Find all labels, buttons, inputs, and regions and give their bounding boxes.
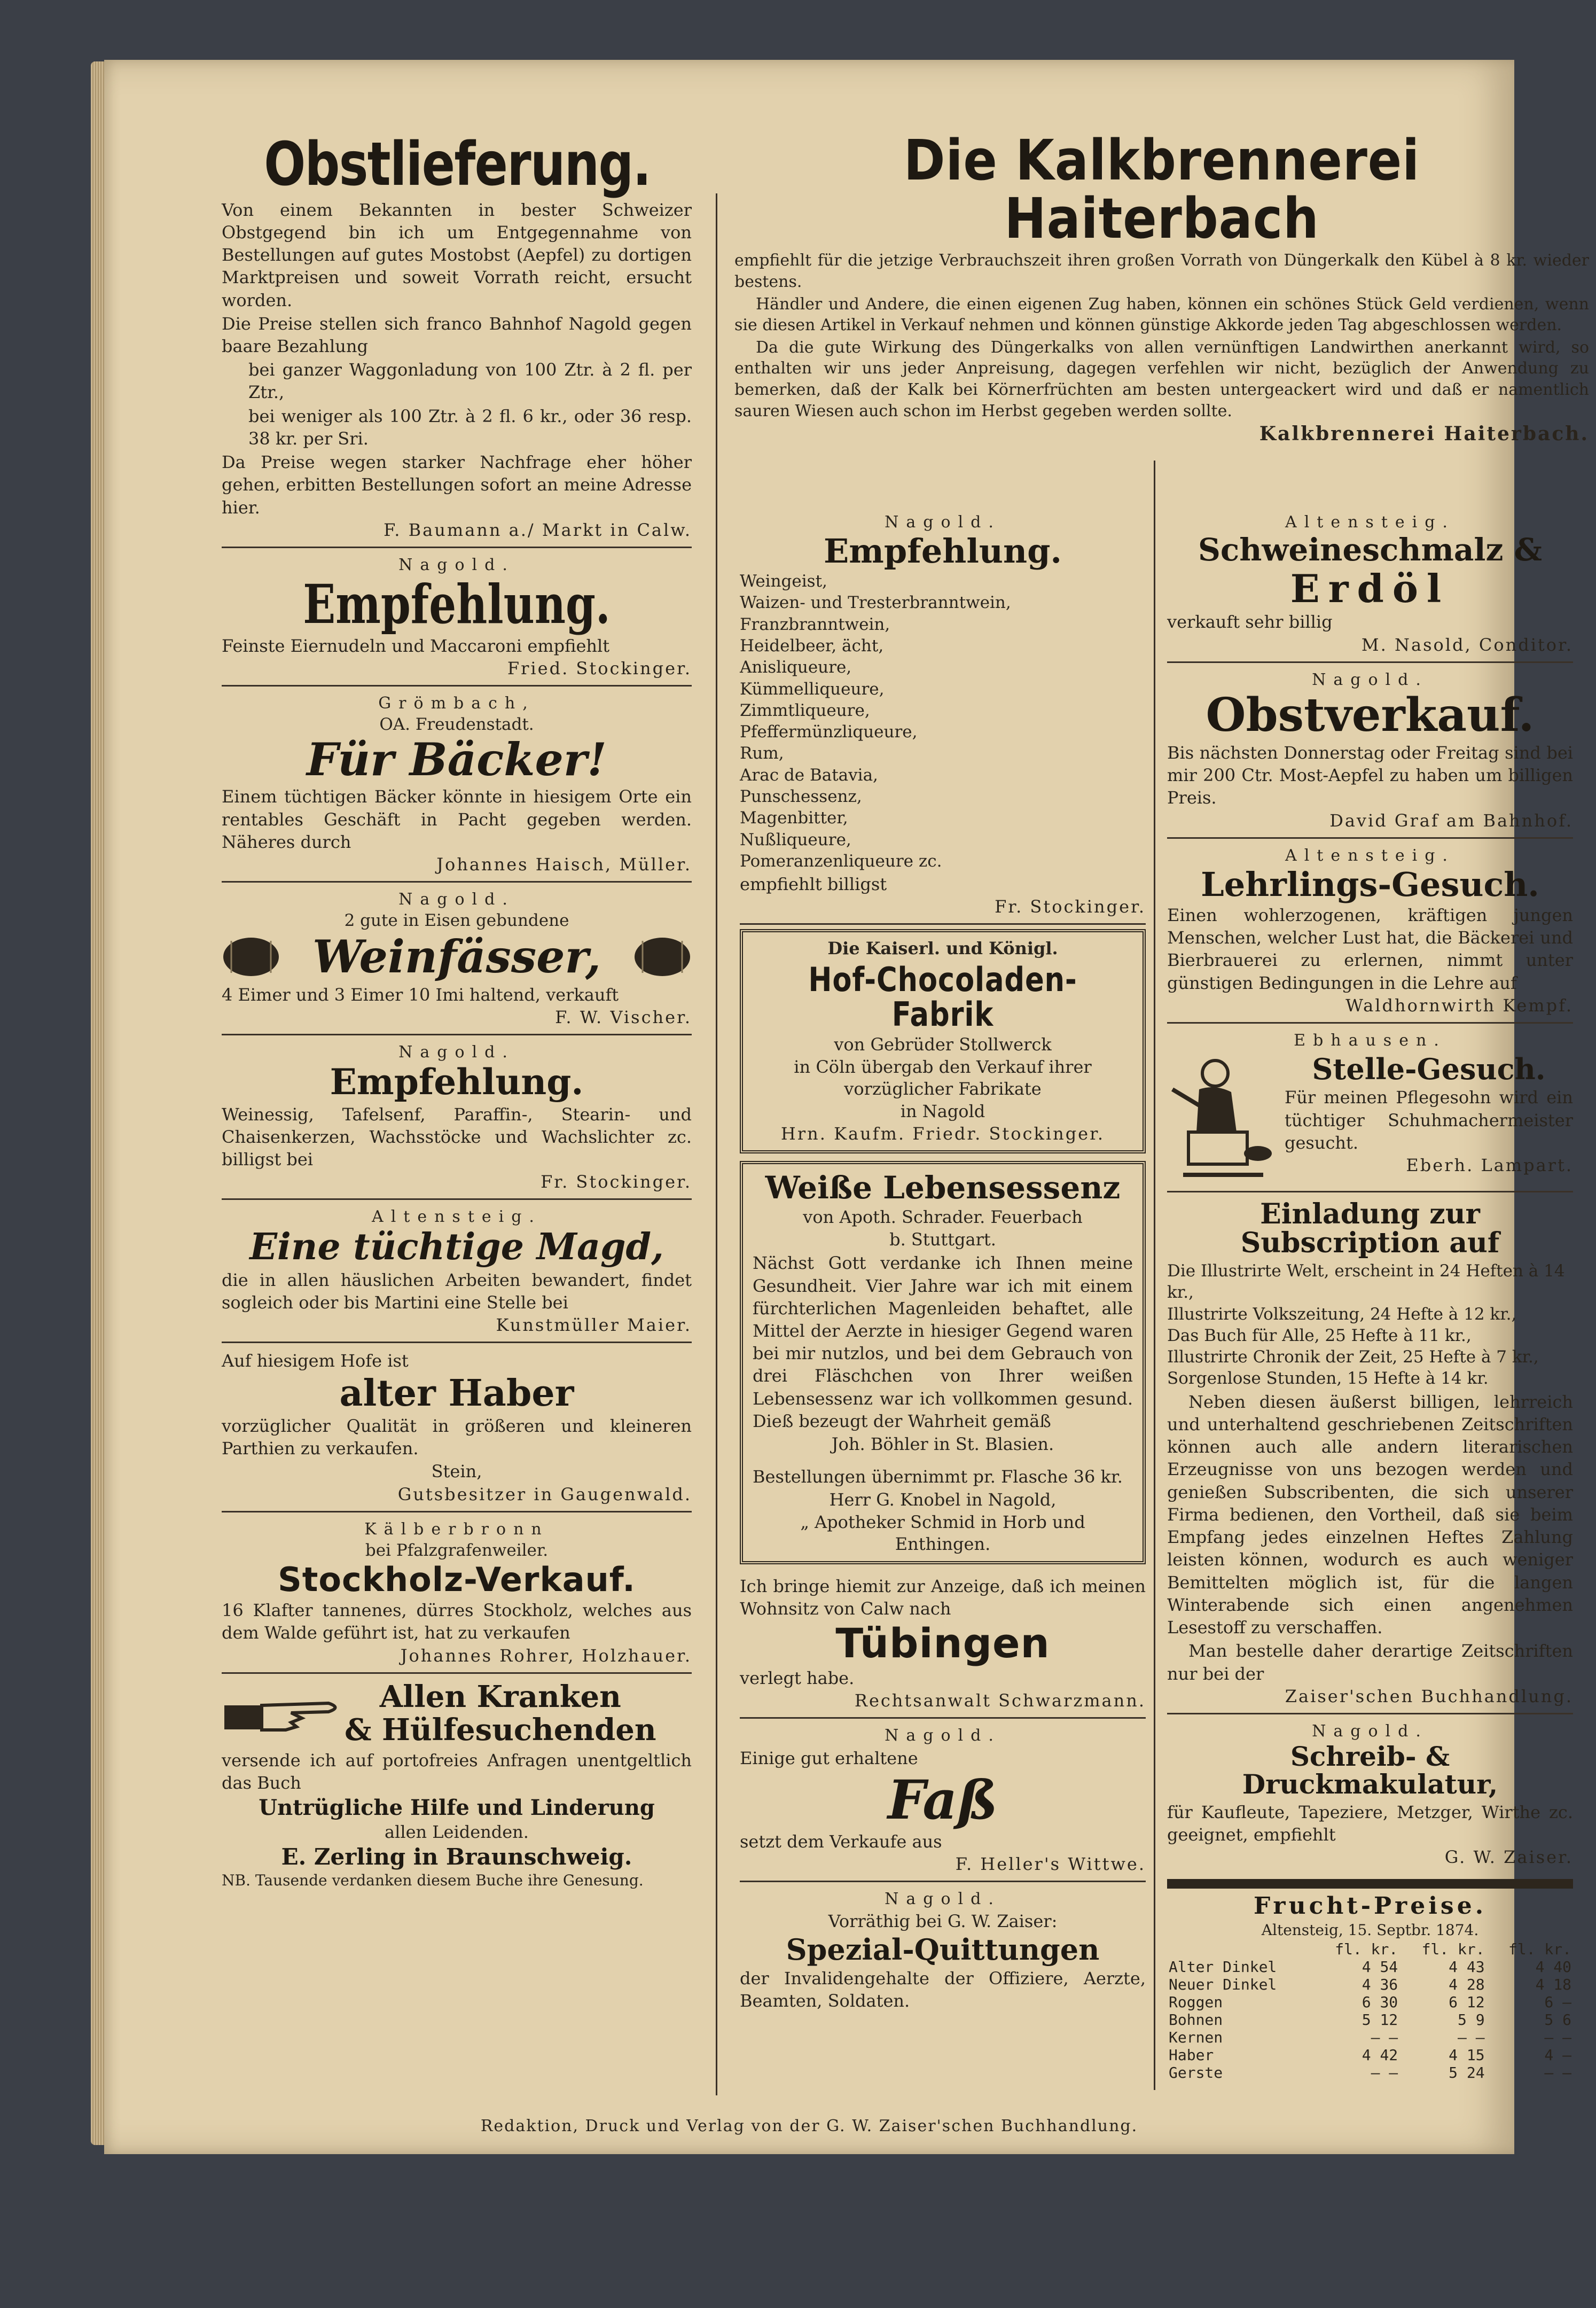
ad-body: bei weniger als 100 Ztr. à 2 fl. 6 kr., oder 36 resp. 38 kr. per Sri.: [248, 406, 692, 449]
table-cell: 6 12: [1449, 1993, 1485, 2011]
ad-body: Nächst Gott verdanke ich Ihnen meine Gesundheit. Vier Jahre war ich mit einem fürchterlichen Magenleiden behaftet, alle Mittel der Aerzte in hiesiger Gegend waren bei mir nutzlos, und bei dem Gebrauch von drei Fläschchen von Ihrer weißen Lebensessenz war ich vollkommen gesund. Dieß bezeugt der Wahrheit gemäß: [753, 1253, 1133, 1431]
table-cell: 4 28: [1449, 1975, 1485, 1993]
list-item: Kümmelliqueure,: [740, 679, 885, 699]
ad-location: Nagold.: [398, 890, 515, 909]
ad-body: der Invalidengehalte der Offiziere, Aerzte, Beamten, Soldaten.: [740, 1968, 1146, 2011]
ad-fuer-baecker: [222, 690, 692, 883]
ad-signature: Hrn. Kaufm. Friedr. Stockinger.: [780, 1123, 1105, 1144]
ad-body: verkauft sehr billig: [1167, 612, 1333, 633]
ad-subtitle: Vorräthig bei G. W. Zaiser:: [828, 1911, 1058, 1931]
ad-makulatur: [1167, 1718, 1573, 1874]
table-cell: 5 24: [1449, 2063, 1485, 2081]
table-cell: Roggen: [1169, 1993, 1223, 2011]
book-title: Untrügliche Hilfe und Linderung: [259, 1795, 655, 1820]
column-rule-1: [716, 193, 717, 2095]
ad-location: Nagold.: [885, 513, 1001, 532]
list-item: Arac de Batavia,: [740, 765, 878, 785]
table-cell: 6 —: [1544, 1993, 1571, 2011]
ad-title: Schweineschmalz &: [1198, 532, 1542, 568]
ad-body: vorzüglicher Qualität in größeren und kleineren Parthien zu verkaufen.: [222, 1415, 692, 1459]
ad-body: allen Leidenden.: [385, 1821, 529, 1842]
list-item: Waizen- und Tresterbranntwein,: [740, 593, 1011, 613]
ad-location: Nagold.: [398, 1043, 515, 1062]
ad-title: Faß: [887, 1768, 998, 1831]
ad-haber: [222, 1346, 692, 1512]
list-item: Pomeranzenliqueure zc.: [740, 851, 942, 871]
ad-title: Allen Kranken: [379, 1679, 621, 1714]
ad-body: in Nagold: [900, 1101, 985, 1122]
ad-body: setzt dem Verkaufe aus: [740, 1831, 942, 1852]
ad-title: Tübingen: [835, 1619, 1050, 1667]
ad-subtitle: OA. Freudenstadt.: [379, 715, 534, 735]
table-cell: 5 6: [1544, 2010, 1571, 2029]
ad-body: Von einem Bekannten in bester Schweizer Obstgegend bin ich um Entgegennahme von Bestellungen auf gutes Mostobst (Aepfel) zu dortigen Marktpreisen und soweit Vorrath reicht, ersucht worden.: [222, 199, 692, 310]
product-list: [740, 571, 1146, 872]
ad-signature: Fried. Stockinger.: [507, 658, 692, 679]
ad-spezial-quittungen: [740, 1885, 1146, 2019]
column-right: [1167, 509, 1573, 2111]
ad-signature: F. W. Vischer.: [555, 1007, 692, 1028]
list-item: Das Buch für Alle, 25 Hefte à 11 kr.,: [1167, 1325, 1472, 1345]
ad-signature: G. W. Zaiser.: [1444, 1847, 1573, 1868]
ad-body: Bis nächsten Donnerstag oder Freitag sind bei mir 200 Ctr. Most-Aepfel zu haben um billigen Preis.: [1167, 743, 1573, 808]
ad-body: Feinste Eiernudeln und Maccaroni empfiehlt: [222, 635, 610, 656]
ad-title: Weiße Lebensessenz: [765, 1169, 1121, 1206]
ad-body: in Cöln übergab den Verkauf ihrer vorzüglicher Fabrikate: [794, 1056, 1092, 1100]
table-row: [1167, 2064, 1573, 2081]
column-left: [222, 129, 692, 2111]
ad-body: Für meinen Pflegesohn wird ein tüchtiger Schuhmachermeister gesucht.: [1285, 1087, 1573, 1153]
ad-signature: F. Heller's Wittwe.: [955, 1853, 1146, 1874]
table-cell: 4 43: [1449, 1958, 1485, 1976]
ad-body: versende ich auf portofreies Anfragen unentgeltlich das Buch: [222, 1750, 692, 1794]
table-cell: Gerste: [1169, 2063, 1223, 2081]
list-item: Sorgenlose Stunden, 15 Hefte à 14 kr.: [1167, 1369, 1489, 1389]
pointing-hand-icon: [222, 1684, 345, 1743]
ad-body: empfiehlt billigst: [740, 874, 887, 895]
table-cell: 6 30: [1362, 1993, 1398, 2011]
ad-empfehlung-liqueure: [740, 509, 1146, 925]
column-middle: [740, 509, 1146, 2111]
ad-signature: Johannes Rohrer, Holzhauer.: [400, 1645, 692, 1666]
table-cell: 5 9: [1458, 2010, 1485, 2029]
ad-signature: David Graf am Bahnhof.: [1329, 810, 1573, 831]
ad-title: Lehrlings-Gesuch.: [1201, 864, 1539, 904]
ad-empfehlung-kerzen: [222, 1039, 692, 1200]
ad-kalkbrennerei: [734, 129, 1589, 493]
ad-subtitle: Die Kaiserl. und Königl.: [827, 938, 1058, 959]
table-header-cell: fl. kr.: [1421, 1940, 1485, 1958]
ad-body: Man bestelle daher derartige Zeitschriften nur bei der: [1167, 1641, 1573, 1684]
ad-title: & Hülfesuchenden: [345, 1712, 656, 1748]
ad-location: Ebhausen.: [1294, 1031, 1446, 1050]
list-item: Anisliqueure,: [740, 658, 852, 677]
table-header-cell: fl. kr.: [1335, 1940, 1398, 1958]
ad-allen-kranken: [222, 1677, 692, 1898]
ad-obstverkauf: [1167, 666, 1573, 839]
ad-signature: F. Baumann a./ Markt in Calw.: [384, 519, 692, 540]
ad-title: Obstlieferung.: [264, 130, 651, 199]
ad-signature: Johannes Haisch, Müller.: [436, 854, 692, 875]
ad-subtitle: von Apoth. Schrader. Feuerbach: [803, 1207, 1083, 1228]
ad-lehrlings-gesuch: [1167, 842, 1573, 1024]
table-row: [1167, 2029, 1573, 2046]
ad-body: Herr G. Knobel in Nagold,: [829, 1490, 1057, 1510]
ad-title: Hof-Chocoladen-Fabrik: [808, 960, 1077, 1034]
ad-body: 4 Eimer und 3 Eimer 10 Imi haltend, verkauft: [222, 985, 619, 1005]
ad-body: empfiehlt für die jetzige Verbrauchszeit ihren großen Vorrath von Düngerkalk den Kübel à 8 kr. wieder bestens.: [734, 251, 1589, 291]
table-cell: Bohnen: [1169, 2010, 1223, 2029]
ad-location: Kälberbronn: [364, 1519, 549, 1539]
ad-empfehlung-nudeln: [222, 551, 692, 687]
ad-location: Nagold.: [1312, 1721, 1428, 1741]
newspaper-page: [104, 60, 1589, 2154]
ad-body: verlegt habe.: [740, 1668, 855, 1689]
ad-location: Altensteig.: [1285, 846, 1455, 865]
table-cell: Alter Dinkel: [1169, 1958, 1277, 1976]
ad-signature: Joh. Böhler in St. Blasien.: [831, 1434, 1054, 1455]
imprint-footer: Redaktion, Druck und Verlag von der G. W. Zaiser'schen Buchhandlung.: [480, 2117, 1138, 2135]
ad-stelle-gesuch: [1167, 1027, 1573, 1192]
ad-signature: Gutsbesitzer in Gaugenwald.: [397, 1484, 692, 1504]
ad-note: NB. Tausende verdanken diesem Buche ihre Genesung.: [222, 1872, 644, 1890]
ad-body: Bestellungen übernimmt pr. Flasche 36 kr.: [753, 1466, 1123, 1487]
table-cell: — —: [1371, 2028, 1398, 2046]
prices-date: Altensteig, 15. Septbr. 1874.: [1261, 1921, 1479, 1939]
ad-title: Empfehlung.: [823, 532, 1062, 571]
ad-body: Weinessig, Tafelsenf, Paraffin-, Stearin- und Chaisenkerzen, Wachsstöcke und Wachslichter zc. billigst bei: [222, 1104, 692, 1170]
ad-title: Für Bäcker!: [306, 733, 607, 786]
ad-signature: Rechtsanwalt Schwarzmann.: [854, 1690, 1146, 1711]
ad-title: Empfehlung.: [330, 1061, 584, 1103]
table-cell: 4 18: [1535, 1975, 1571, 1993]
ad-body: Händler und Andere, die einen eigenen Zug haben, können ein schönes Stück Geld verdienen, wenn sie diesen Artikel in Verkauf nehmen und können günstige Akkorde jeden Tag abgeschlossen werden.: [734, 294, 1589, 335]
list-item: Rum,: [740, 744, 784, 763]
list-item: Illustrirte Chronik der Zeit, 25 Hefte à 7 kr.,: [1167, 1347, 1539, 1367]
ad-subscription: [1167, 1196, 1573, 1714]
table-cell: — —: [1458, 2028, 1485, 2046]
table-row: [1167, 1976, 1573, 1993]
ad-body: für Kaufleute, Tapeziere, Metzger, Wirthe zc. geeignet, empfiehlt: [1167, 1802, 1573, 1845]
list-item: Die Illustrirte Welt, erscheint in 24 Heften à 14 kr.,: [1167, 1261, 1565, 1303]
ad-title: Eine tüchtige Magd,: [249, 1226, 664, 1269]
ad-signature: Waldhornwirth Kempf.: [1345, 995, 1573, 1016]
table-cell: 4 40: [1535, 1958, 1571, 1976]
ad-subtitle: 2 gute in Eisen gebundene: [344, 911, 569, 930]
ad-body: Ich bringe hiemit zur Anzeige, daß ich meinen Wohnsitz von Calw nach: [740, 1576, 1146, 1619]
table-cell: — —: [1544, 2028, 1571, 2046]
ad-location: Grömbach,: [378, 694, 535, 713]
table-cell: Neuer Dinkel: [1169, 1975, 1277, 1993]
table-cell: 4 54: [1362, 1958, 1398, 1976]
ad-body: bei ganzer Waggonladung von 100 Ztr. à 2 fl. per Ztr.,: [248, 360, 692, 403]
prices-title: Frucht-Preise.: [1253, 1892, 1487, 1920]
ad-title: Einladung zur Subscription auf: [1240, 1197, 1500, 1260]
list-item: Pfeffermünzliqueure,: [740, 722, 918, 742]
ad-body: Die Preise stellen sich franco Bahnhof Nagold gegen baare Bezahlung: [222, 313, 692, 356]
column-rule-2: [1154, 461, 1155, 2090]
ad-magd: [222, 1203, 692, 1343]
ad-title: Stockholz-Verkauf.: [278, 1560, 636, 1599]
table-row: [1167, 1958, 1573, 1976]
ad-title: Weinfässer,: [312, 930, 601, 983]
ad-location: Nagold.: [398, 555, 515, 574]
ad-body: Da die gute Wirkung des Düngerkalks von allen vernünftigen Landwirthen anerkannt wird, so enthalten wir uns jeder Anpreisung, dagegen verfehlen wir nicht, bezüglich der Anwendung zu bemerken, daß der Kalk bei Körnerfrüchten am besten untergeackert wird und daß er namentlich sauren Wiesen auch schon im Herbst gegeben werden sollte.: [734, 338, 1589, 420]
ad-weinfaesser: [222, 886, 692, 1035]
ad-title: Stelle-Gesuch.: [1312, 1051, 1546, 1086]
ad-subtitle: Einige gut erhaltene: [740, 1748, 918, 1769]
ad-location: Altensteig.: [1285, 513, 1455, 532]
table-row: [1167, 1993, 1573, 2011]
ad-obstlieferung: [222, 129, 692, 548]
table-header-cell: [1167, 1940, 1313, 1958]
ad-signature: Stein,: [431, 1461, 482, 1482]
ad-stockholz: [222, 1516, 692, 1674]
shoemaker-illustration-icon: [1167, 1052, 1279, 1186]
list-item: Punschessenz,: [740, 787, 862, 807]
ad-title: Spezial-Quittungen: [786, 1932, 1100, 1967]
list-item: Nußliqueure,: [740, 830, 851, 849]
list-item: Heidelbeer, ächt,: [740, 636, 884, 656]
heavy-rule: [1167, 1879, 1573, 1889]
list-item: Weingeist,: [740, 572, 827, 591]
ad-body: Einem tüchtigen Bäcker könnte in hiesigem Orte ein rentables Geschäft in Pacht gegeben werden. Näheres durch: [222, 786, 692, 852]
ad-body: „ Apotheker Schmid in Horb und Enthingen.: [800, 1511, 1085, 1555]
list-item: Franzbranntwein,: [740, 614, 890, 634]
table-cell: — —: [1371, 2063, 1398, 2081]
table-cell: Haber: [1169, 2046, 1214, 2064]
ad-body: Einen wohlerzogenen, kräftigen jungen Menschen, welcher Lust hat, die Bäckerei und Bierbrauerei zu erlernen, nimmt unter günstigen Bedingungen in die Lehre auf: [1167, 905, 1573, 993]
ad-subtitle: bei Pfalzgrafenweiler.: [365, 1540, 549, 1560]
ad-body: die in allen häuslichen Arbeiten bewandert, findet sogleich oder bis Martini eine Stelle bei: [222, 1269, 692, 1313]
ad-title: Empfehlung.: [303, 572, 611, 636]
barrel-icon: [222, 935, 280, 978]
ad-signature: Fr. Stockinger.: [541, 1172, 692, 1192]
ad-body: von Gebrüder Stollwerck: [834, 1034, 1052, 1055]
ad-location: Nagold.: [885, 1889, 1001, 1908]
table-cell: 5 12: [1362, 2010, 1398, 2029]
list-item: Magenbitter,: [740, 808, 848, 828]
table-cell: — —: [1544, 2063, 1571, 2081]
ad-location: Nagold.: [885, 1726, 1001, 1745]
ad-location: Nagold.: [1312, 670, 1428, 689]
table-header-row: [1167, 1940, 1573, 1958]
prices-grid: [1167, 1940, 1573, 2081]
ad-title: Die Kalkbrennerei Haiterbach: [903, 128, 1420, 252]
ad-tuebingen: [740, 1572, 1146, 1719]
table-header-cell: fl. kr.: [1508, 1940, 1571, 1958]
ad-signature: Eberh. Lampart.: [1406, 1155, 1573, 1176]
ad-lebensessenz: [740, 1161, 1146, 1564]
table-cell: 4 —: [1544, 2046, 1571, 2064]
table-cell: 4 36: [1362, 1975, 1398, 1993]
table-cell: 4 15: [1449, 2046, 1485, 2064]
ad-body: 16 Klafter tannenes, dürres Stockholz, welches aus dem Walde geführt ist, hat zu verkaufen: [222, 1600, 692, 1643]
subscription-list: [1167, 1260, 1573, 1390]
table-cell: Kernen: [1169, 2028, 1223, 2046]
ad-body: Neben diesen äußerst billigen, lehrreich und unterhaltend geschriebenen Zeitschriften können auch alle andern literarischen Erzeugnisse von uns bezogen werden und genießen Subscribenten, die sich unserer Firma bedienen, den Vortheil, daß sie beim Empfang jedes einzelnen Heftes Zahlung leisten können, wodurch es auch weniger Bemittelten möglich ist, für die langen Winterabende sich einen angenehmen Lesestoff zu verschaffen.: [1167, 1391, 1573, 1638]
ad-signature: Kunstmüller Maier.: [496, 1315, 692, 1336]
ad-fass: [740, 1722, 1146, 1882]
table-row: [1167, 2011, 1573, 2029]
ad-signature: E. Zerling in Braunschweig.: [281, 1844, 632, 1870]
ad-title: Obstverkauf.: [1206, 688, 1535, 742]
ad-body: Da Preise wegen starker Nachfrage eher höher gehen, erbitten Bestellungen sofort an meine Adresse hier.: [222, 452, 692, 518]
list-item: Illustrirte Volkszeitung, 24 Hefte à 12 kr.,: [1167, 1304, 1517, 1324]
list-item: Zimmtliqueure,: [740, 700, 870, 720]
ad-chocoladen-fabrik: [740, 929, 1146, 1153]
frucht-preise-table: [1167, 1894, 1573, 2081]
ad-location: Altensteig.: [372, 1207, 542, 1227]
ad-title: alter Haber: [339, 1371, 574, 1415]
ad-title: Schreib- & Druckmakulatur,: [1242, 1740, 1498, 1800]
ad-signature: M. Nasold, Conditor.: [1361, 634, 1573, 655]
ad-signature: Zaiser'schen Buchhandlung.: [1285, 1686, 1573, 1706]
ad-subtitle: b. Stuttgart.: [889, 1229, 996, 1250]
ad-signature: Kalkbrennerei Haiterbach.: [1259, 423, 1589, 446]
barrel-icon: [633, 935, 692, 978]
table-cell: 4 42: [1362, 2046, 1398, 2064]
ad-schweineschmalz: [1167, 509, 1573, 663]
ad-signature: Fr. Stockinger.: [995, 896, 1146, 917]
table-row: [1167, 2046, 1573, 2064]
ad-title: Erdöl: [1290, 565, 1450, 611]
ad-subtitle: Auf hiesigem Hofe ist: [222, 1351, 409, 1371]
